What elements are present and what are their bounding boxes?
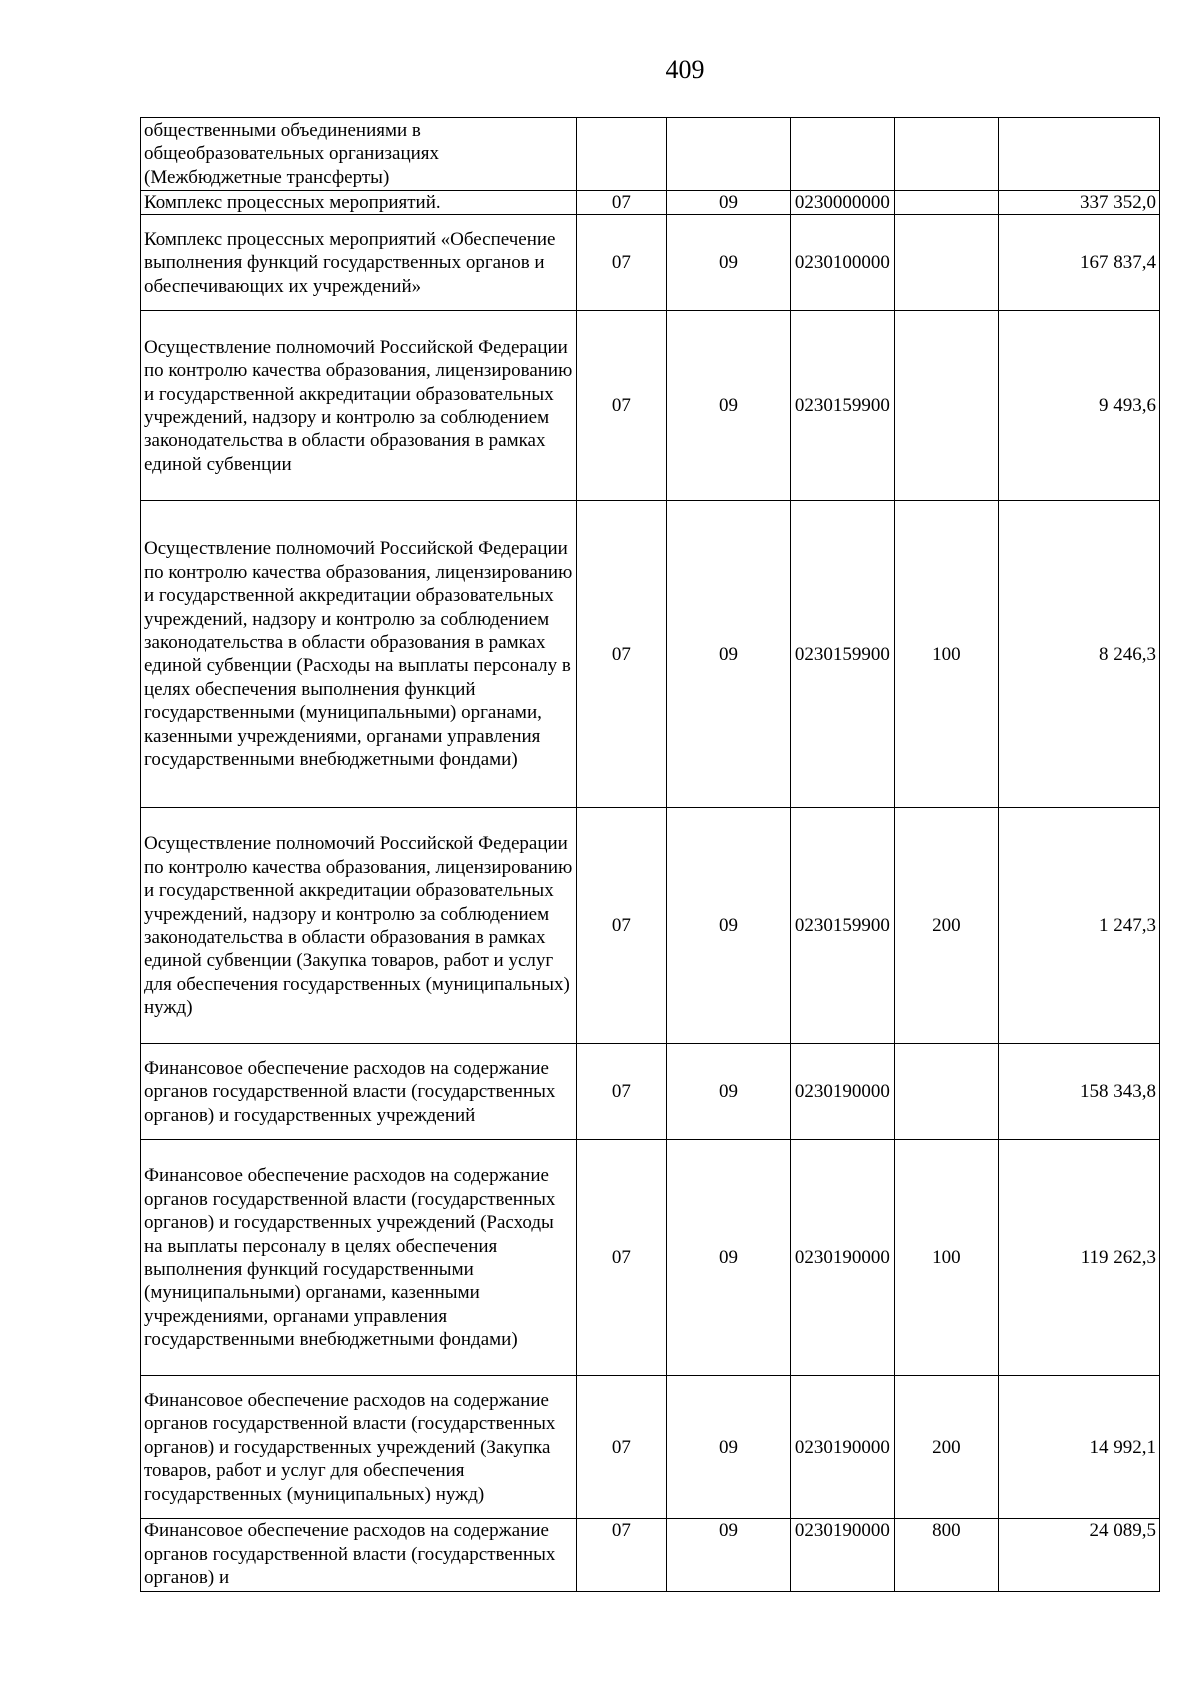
row-subsection: 09 <box>667 311 791 501</box>
row-section: 07 <box>576 311 666 501</box>
row-expense-type: 100 <box>894 501 998 808</box>
row-target-code: 0230190000 <box>790 1519 894 1592</box>
row-sum: 9 493,6 <box>998 311 1159 501</box>
row-expense-type <box>894 118 998 191</box>
row-subsection: 09 <box>667 215 791 311</box>
row-sum <box>998 118 1159 191</box>
row-name: Финансовое обеспечение расходов на содержание органов государственной власти (государственных органов) и <box>141 1519 577 1592</box>
row-expense-type <box>894 1044 998 1140</box>
row-sum: 8 246,3 <box>998 501 1159 808</box>
row-section: 07 <box>576 808 666 1044</box>
budget-table <box>140 117 1160 1592</box>
row-name: Комплекс процессных мероприятий. <box>141 191 577 215</box>
row-target-code: 0230100000 <box>790 215 894 311</box>
row-sum: 337 352,0 <box>998 191 1159 215</box>
row-target-code: 0230000000 <box>790 191 894 215</box>
table-row <box>141 118 1160 191</box>
row-name: Финансовое обеспечение расходов на содержание органов государственной власти (государственных органов) и государственных учреждений (Закупка товаров, работ и услуг для обеспечения государственных (муниципальных) нужд) <box>141 1376 577 1519</box>
table-row <box>141 1140 1160 1376</box>
row-expense-type <box>894 311 998 501</box>
page-number: 409 <box>665 55 705 84</box>
row-name: Комплекс процессных мероприятий «Обеспечение выполнения функций государственных органов и обеспечивающих их учреждений» <box>141 215 577 311</box>
row-target-code <box>790 118 894 191</box>
row-subsection <box>667 118 791 191</box>
row-sum: 158 343,8 <box>998 1044 1159 1140</box>
row-target-code: 0230159900 <box>790 311 894 501</box>
row-sum: 14 992,1 <box>998 1376 1159 1519</box>
row-name: Финансовое обеспечение расходов на содержание органов государственной власти (государственных органов) и государственных учреждений (Расходы на выплаты персоналу в целях обеспечения выполнения функций государственными (муниципальными) органами, казенными учреждениями, органами управления государственными внебюджетными фондами) <box>141 1140 577 1376</box>
row-target-code: 0230190000 <box>790 1044 894 1140</box>
row-expense-type <box>894 215 998 311</box>
table-row <box>141 501 1160 808</box>
row-target-code: 0230159900 <box>790 501 894 808</box>
row-expense-type: 800 <box>894 1519 998 1592</box>
row-name: общественными объединениями в общеобразовательных организациях (Межбюджетные трансферты) <box>141 118 577 191</box>
row-sum: 1 247,3 <box>998 808 1159 1044</box>
row-subsection: 09 <box>667 808 791 1044</box>
row-sum: 119 262,3 <box>998 1140 1159 1376</box>
row-expense-type: 100 <box>894 1140 998 1376</box>
row-subsection: 09 <box>667 1519 791 1592</box>
row-section: 07 <box>576 1044 666 1140</box>
row-target-code: 0230190000 <box>790 1140 894 1376</box>
row-expense-type <box>894 191 998 215</box>
row-subsection: 09 <box>667 1044 791 1140</box>
row-sum: 24 089,5 <box>998 1519 1159 1592</box>
row-expense-type: 200 <box>894 1376 998 1519</box>
row-target-code: 0230190000 <box>790 1376 894 1519</box>
row-subsection: 09 <box>667 1376 791 1519</box>
row-subsection: 09 <box>667 501 791 808</box>
row-expense-type: 200 <box>894 808 998 1044</box>
row-name: Финансовое обеспечение расходов на содержание органов государственной власти (государственных органов) и государственных учреждений <box>141 1044 577 1140</box>
row-name: Осуществление полномочий Российской Федерации по контролю качества образования, лицензированию и государственной аккредитации образовательных учреждений, надзору и контролю за соблюдением законодательства в области образования в рамках единой субвенции (Закупка товаров, работ и услуг для обеспечения государственных (муниципальных) нужд) <box>141 808 577 1044</box>
row-section <box>576 118 666 191</box>
row-sum: 167 837,4 <box>998 215 1159 311</box>
row-section: 07 <box>576 501 666 808</box>
row-section: 07 <box>576 1519 666 1592</box>
row-subsection: 09 <box>667 191 791 215</box>
table-row <box>141 311 1160 501</box>
row-name: Осуществление полномочий Российской Федерации по контролю качества образования, лицензированию и государственной аккредитации образовательных учреждений, надзору и контролю за соблюдением законодательства в области образования в рамках единой субвенции <box>141 311 577 501</box>
row-section: 07 <box>576 215 666 311</box>
row-name: Осуществление полномочий Российской Федерации по контролю качества образования, лицензированию и государственной аккредитации образовательных учреждений, надзору и контролю за соблюдением законодательства в области образования в рамках единой субвенции (Расходы на выплаты персоналу в целях обеспечения выполнения функций государственными (муниципальными) органами, казенными учреждениями, органами управления государственными внебюджетными фондами) <box>141 501 577 808</box>
table-row <box>141 808 1160 1044</box>
table-row <box>141 215 1160 311</box>
row-section: 07 <box>576 191 666 215</box>
row-subsection: 09 <box>667 1140 791 1376</box>
row-section: 07 <box>576 1140 666 1376</box>
row-section: 07 <box>576 1376 666 1519</box>
row-target-code: 0230159900 <box>790 808 894 1044</box>
budget-table-body <box>141 118 1160 1592</box>
table-row <box>141 1519 1160 1592</box>
table-row <box>141 1376 1160 1519</box>
table-row <box>141 191 1160 215</box>
table-row <box>141 1044 1160 1140</box>
